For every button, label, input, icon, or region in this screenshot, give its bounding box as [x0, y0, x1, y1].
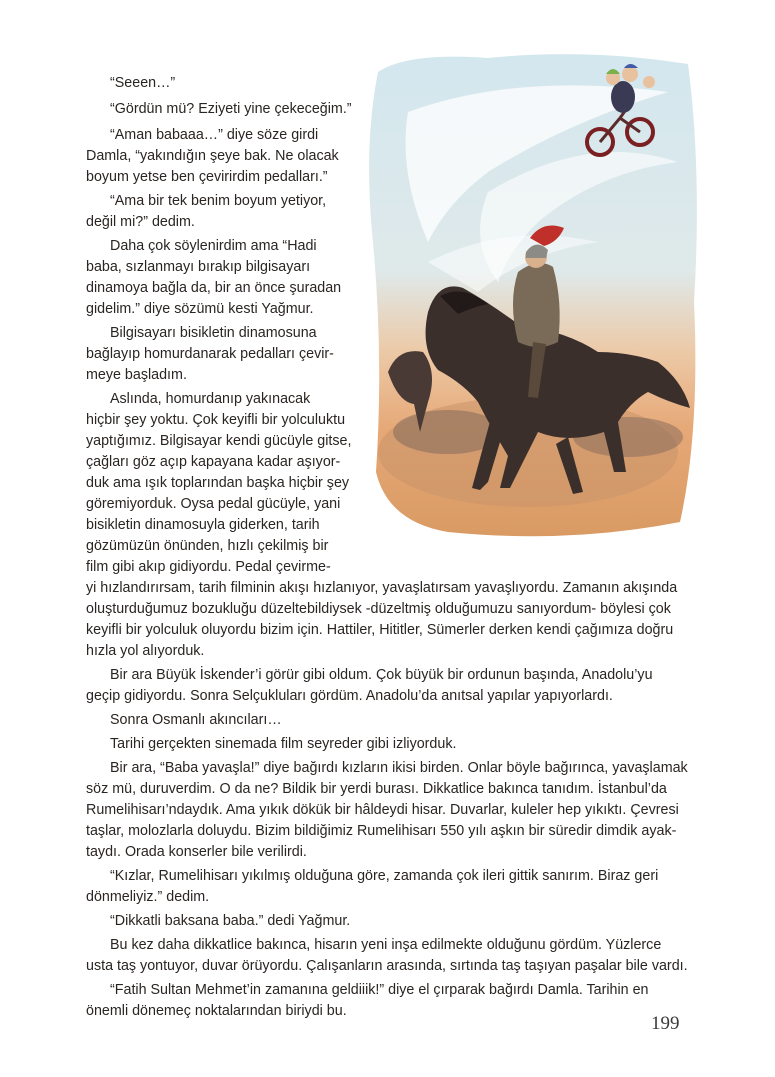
text-line: duk ama ışık toplarından başka hiçbir şey — [86, 475, 350, 491]
text-line: Sonra Osmanlı akıncıları… — [110, 712, 282, 728]
text-line: söz mü, duruverdim. O da ne? Bildik bir yerdi burası. Dikkatlice bakınca tanıdım. İstanbul’da — [86, 781, 667, 797]
text-line: önemli dönemeç noktalarından biriydi bu. — [86, 1003, 347, 1019]
text-line: “Gördün mü? Eziyeti yine çekeceğim.” — [110, 101, 352, 117]
text-line: taydı. Orada konserler bile verilirdi. — [86, 844, 307, 860]
text-line: dinamoya bağla da, bir an önce şuradan — [86, 280, 342, 296]
text-line: Aslında, homurdanıp yakınacak — [110, 391, 311, 407]
page-number: 199 — [651, 1013, 680, 1034]
text-line: gözümüzün önünden, hızlı çekilmiş bir — [86, 538, 329, 554]
text-line: taşlar, molozlarla doluydu. Bizim bildiğimiz Rumelihisarı 550 yılı aşkın bir süredir dimdik ayak- — [86, 823, 677, 839]
text-line: keyifli bir yolculuk oluyordu bizim için. Hattiler, Hititler, Sümerler derken kendi çağımıza doğru — [86, 622, 674, 638]
text-line: baba, sızlanmayı bırakıp bilgisayarı — [86, 259, 311, 275]
text-line: “Ama bir tek benim boyum yetiyor, — [110, 193, 327, 209]
text-line: “Aman babaaa…” diye söze girdi — [110, 127, 319, 143]
text-line: dönmeliyiz.” dedim. — [86, 889, 210, 905]
text-line: oluşturduğumuz bozukluğu düzeltebildiysek -düzeltmiş olduğumuzu sanıyordum- böylesi çok — [86, 601, 671, 617]
text-line: Bu kez daha dikkatlice bakınca, hisarın yeni inşa edilmekte olduğunu gördüm. Yüzlerce — [110, 937, 662, 953]
text-line: Bilgisayarı bisikletin dinamosuna — [110, 325, 317, 341]
text-line: gidelim.” diye sözümü kesti Yağmur. — [86, 301, 314, 317]
text-line: göremiyorduk. Oysa pedal gücüyle, yani — [86, 496, 341, 512]
text-line: geçip gidiyordu. Sonra Selçukluları gördüm. Anadolu’da anıtsal yapılar yapıyorlardı. — [86, 688, 613, 704]
text-line: “Fatih Sultan Mehmet’in zamanına geldiiik!” diye el çırparak bağırdı Damla. Tarihin en — [110, 982, 649, 998]
text-line: film gibi akıp gidiyordu. Pedal çevirme- — [86, 559, 331, 575]
text-line: Rumelihisarı’ndaydık. Ama yıkık dökük bir hâldeydi hisar. Duvarlar, kuleler hep yıkıktı. Çevresi — [86, 802, 679, 818]
text-line: hiçbir şey yoktu. Çok keyifli bir yolculuktu — [86, 412, 346, 428]
text-line: Tarihi gerçekten sinemada film seyreder gibi izliyorduk. — [110, 736, 457, 752]
text-line: Bir ara Büyük İskender’i görür gibi oldum. Çok büyük bir ordunun başında, Anadolu’yu — [110, 667, 653, 683]
text-line: yi hızlandırırsam, tarih filminin akışı hızlanıyor, yavaşlatırsam yavaşlıyordu. Zamanın akışında — [86, 580, 678, 596]
text-line: meye başladım. — [86, 367, 187, 383]
illustration-art — [368, 52, 700, 540]
text-line: Damla, “yakındığın şeye bak. Ne olacak — [86, 148, 339, 164]
text-line: bağlayıp homurdanarak pedalları çevir- — [86, 346, 334, 362]
text-line: “Seeen…” — [110, 75, 176, 91]
text-line: çağları göz açıp kapayana kadar aşıyor- — [86, 454, 341, 470]
text-line: boyum yetse ben çevirirdim pedalları.” — [86, 169, 328, 185]
text-line: “Kızlar, Rumelihisarı yıkılmış olduğuna göre, zamanda çok ileri gittik sanırım. Biraz geri — [110, 868, 659, 884]
text-line: hızla yol alıyorduk. — [86, 643, 205, 659]
text-line: Bir ara, “Baba yavaşla!” diye bağırdı kızların ikisi birden. Onlar böyle bağırınca, yavaşlamak — [110, 760, 688, 776]
text-line: usta taş yontuyor, duvar örüyordu. Çalışanların arasında, sırtında taş taşıyan paşalar bile vardı. — [86, 958, 688, 974]
text-line: “Dikkatli baksana baba.” dedi Yağmur. — [110, 913, 351, 929]
alexander-horse-illustration — [368, 52, 700, 540]
text-line: yaptığımız. Bilgisayar kendi gücüyle gitse, — [86, 433, 352, 449]
text-line: değil mi?” dedim. — [86, 214, 195, 230]
text-line: Daha çok söylenirdim ama “Hadi — [110, 238, 317, 254]
text-line: bisikletin dinamosuyla giderken, tarih — [86, 517, 320, 533]
